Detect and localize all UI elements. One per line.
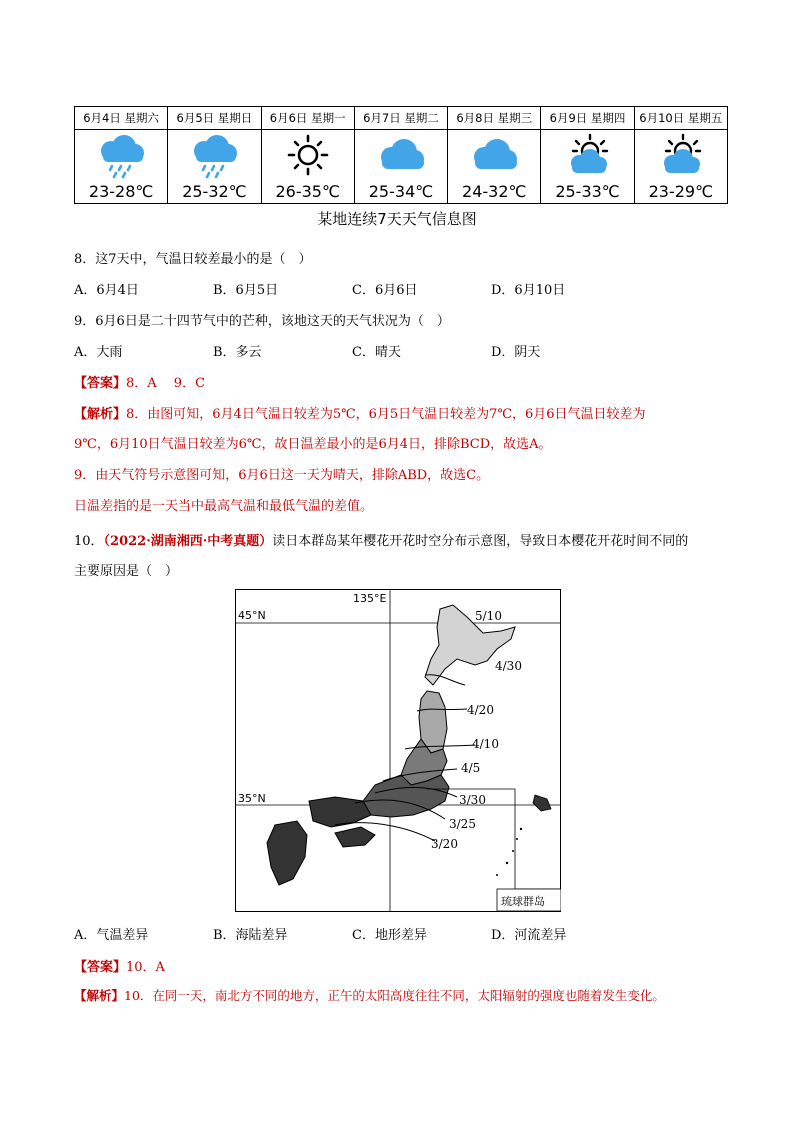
day-date: 6月9日 星期四 — [541, 107, 633, 130]
weather-day — [448, 107, 541, 203]
analysis-line — [74, 403, 646, 422]
figure-caption: 某地连续7天天气信息图 — [317, 210, 477, 228]
analysis-tag: 【解析】 — [74, 988, 125, 1003]
answer-block — [74, 372, 205, 391]
q10-stem — [74, 530, 688, 549]
cloud-icon — [355, 133, 447, 179]
day-temp: 25-32℃ — [182, 182, 247, 201]
lon-label: 135°E — [353, 592, 387, 605]
analysis-line: 9℃，6月10日气温日较差为6℃，故日温差最小的是6月4日，排除BCD，故选A。 — [74, 437, 552, 452]
sun-icon — [262, 133, 354, 179]
analysis-line: 日温差指的是一天当中最高气温和最低气温的差值。 — [74, 499, 374, 514]
day-temp: 25-33℃ — [555, 182, 620, 201]
day-date: 6月4日 星期六 — [75, 107, 167, 130]
inset-label: 琉球群岛 — [501, 895, 545, 908]
analysis-text: 8．由图可知，6月4日气温日较差为5℃，6月5日气温日较差为7℃，6月6日气温日较差为 — [126, 407, 646, 422]
q10-option-a: A．气温差异 — [74, 928, 149, 943]
day-date: 6月7日 星期二 — [355, 107, 447, 130]
analysis-line — [74, 986, 665, 1004]
q8-option-d: D．6月10日 — [491, 283, 566, 298]
lat-north-label: 45°N — [238, 609, 266, 622]
day-date: 6月6日 星期一 — [262, 107, 354, 130]
answer-tag: 【答案】 — [74, 376, 127, 391]
analysis-text: 10．在同一天，南北方不同的地方，正午的太阳高度往往不同，太阳辐射的强度也随着发生变化。 — [124, 988, 665, 1003]
answer-tag: 【答案】 — [74, 960, 127, 975]
day-temp: 25-34℃ — [368, 182, 434, 201]
q9-option-d: D．阴天 — [491, 345, 541, 360]
analysis-line: 9．由天气符号示意图可知，6月6日这一天为晴天，排除ABD，故选C。 — [74, 468, 490, 483]
weather-table — [74, 106, 728, 204]
partly-cloudy-icon — [541, 133, 633, 179]
day-date: 6月8日 星期三 — [448, 107, 540, 130]
answer-block — [74, 956, 165, 975]
cloud-icon — [448, 133, 540, 179]
q8-option-a: A．6月4日 — [74, 283, 139, 298]
date-label: 3/20 — [431, 837, 458, 851]
q10-option-d: D．河流差异 — [491, 928, 567, 943]
q10-number: 10． — [74, 534, 104, 549]
date-label: 4/5 — [461, 761, 481, 775]
day-temp: 26-35℃ — [275, 182, 340, 201]
date-label: 4/10 — [472, 737, 499, 751]
q10-option-c: C．地形差异 — [352, 928, 427, 943]
q9-stem: 9．6月6日是二十四节气中的芒种，该地这天的天气状况为（ ） — [74, 314, 450, 329]
q8-option-c: C．6月6日 — [352, 283, 418, 298]
answer-text: 10．A — [126, 960, 165, 975]
weather-day — [168, 107, 261, 203]
weather-day — [355, 107, 448, 203]
partly-cloudy-icon — [635, 133, 727, 179]
q9-option-a: A．大雨 — [74, 345, 123, 360]
answer-text: 8．A 9．C — [126, 376, 206, 391]
japan-sakura-map — [235, 589, 561, 912]
date-label: 4/20 — [467, 703, 494, 717]
date-label: 4/30 — [495, 659, 522, 673]
day-temp: 23-29℃ — [648, 182, 714, 201]
day-date: 6月10日 星期五 — [635, 107, 727, 130]
day-temp: 24-32℃ — [462, 182, 527, 201]
q9-option-c: C．晴天 — [352, 345, 401, 360]
day-date: 6月5日 星期日 — [168, 107, 260, 130]
q10-stem-text: 读日本群岛某年樱花开花时空分布示意图，导致日本樱花开花时间不同的 — [272, 534, 689, 549]
date-label: 5/10 — [475, 609, 502, 623]
q8-option-b: B．6月5日 — [213, 283, 279, 298]
q10-stem-line2: 主要原因是（ ） — [74, 564, 179, 579]
weather-day — [75, 107, 168, 203]
analysis-tag: 【解析】 — [74, 407, 127, 422]
lat-south-label: 35°N — [238, 792, 266, 805]
q9-option-b: B．多云 — [213, 345, 262, 360]
weather-day — [635, 107, 727, 203]
date-label: 3/25 — [449, 817, 476, 831]
weather-day — [262, 107, 355, 203]
rain-icon — [75, 133, 167, 179]
day-temp: 23-28℃ — [88, 182, 154, 201]
weather-day — [541, 107, 634, 203]
rain-icon — [168, 133, 260, 179]
q10-source: （2022·湖南湘西·中考真题） — [103, 534, 273, 549]
q10-option-b: B．海陆差异 — [213, 928, 288, 943]
date-label: 3/30 — [459, 793, 486, 807]
q8-stem: 8．这7天中，气温日较差最小的是（ ） — [74, 252, 312, 267]
